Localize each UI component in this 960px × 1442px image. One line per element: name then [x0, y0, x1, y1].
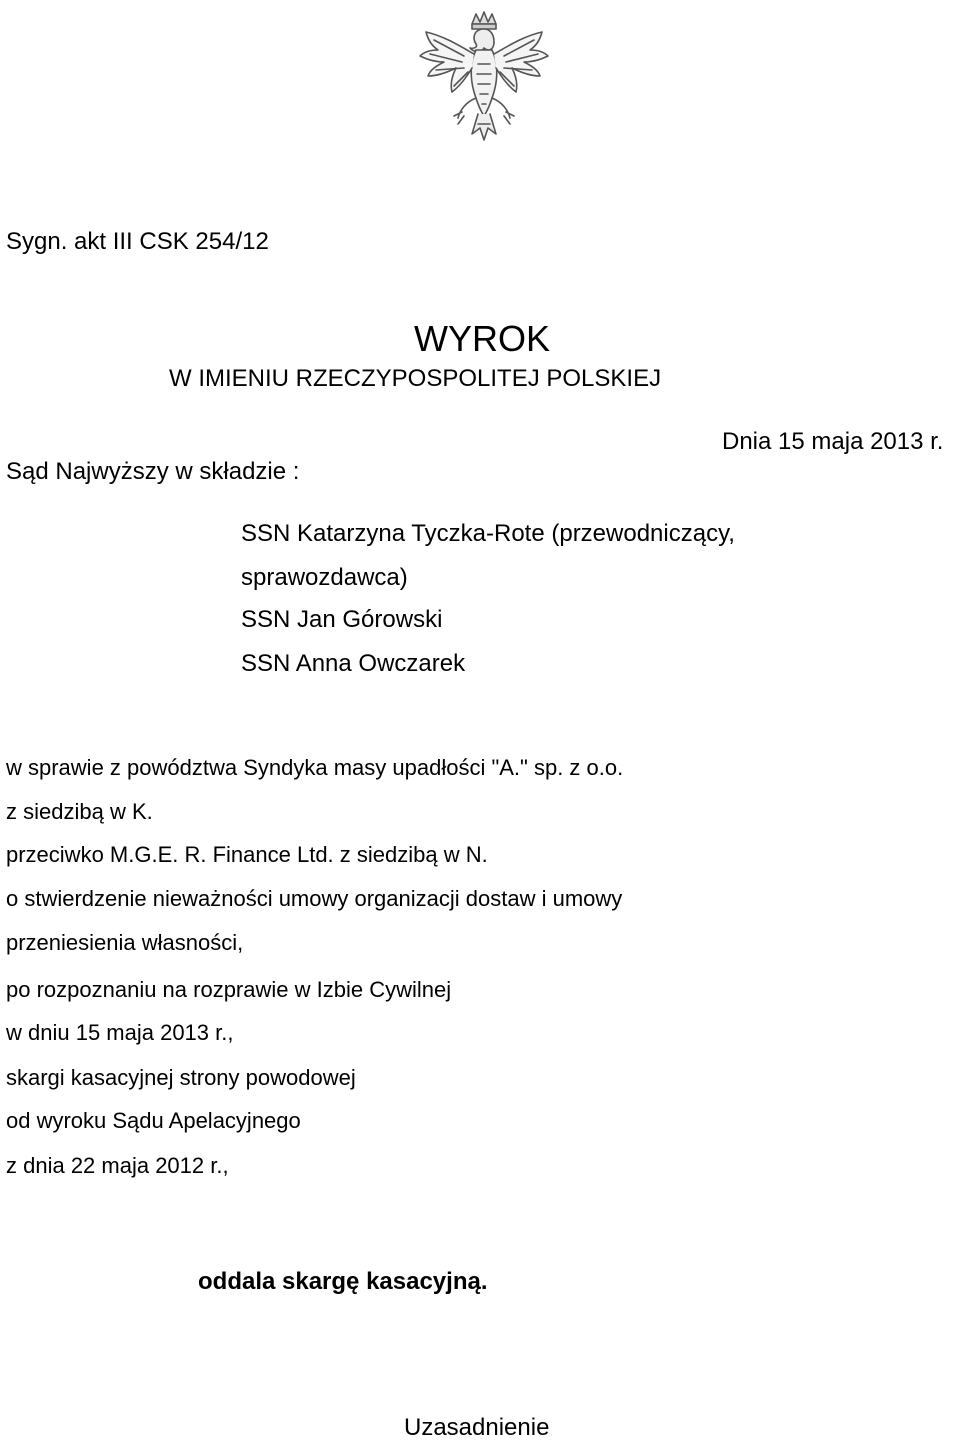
judge-presiding: SSN Katarzyna Tyczka-Rote (przewodniczący,: [241, 520, 735, 547]
case-description-line: o stwierdzenie nieważności umowy organizacji dostaw i umowy: [6, 886, 623, 911]
justification-heading: Uzasadnienie: [404, 1414, 550, 1441]
case-description-line: w sprawie z powództwa Syndyka masy upadłości "A." sp. z o.o.: [6, 755, 624, 780]
case-description-line: z siedzibą w K.: [6, 799, 153, 824]
case-description-line: po rozpoznaniu na rozprawie w Izbie Cywilnej: [6, 977, 452, 1002]
case-number: Sygn. akt III CSK 254/12: [6, 228, 269, 255]
court-composition-label: Sąd Najwyższy w składzie :: [6, 458, 300, 485]
judge-member: SSN Anna Owczarek: [241, 650, 466, 677]
case-description-line: z dnia 22 maja 2012 r.,: [6, 1153, 229, 1178]
document-title: WYROK: [413, 318, 550, 359]
case-description-line: skargi kasacyjnej strony powodowej: [6, 1065, 356, 1090]
ruling-statement: oddala skargę kasacyjną.: [198, 1268, 488, 1295]
case-description-line: w dniu 15 maja 2013 r.,: [6, 1020, 234, 1045]
case-description-line: od wyroku Sądu Apelacyjnego: [6, 1108, 301, 1133]
case-description-line: przeciwko M.G.E. R. Finance Ltd. z siedzibą w N.: [6, 842, 488, 867]
judgment-date: Dnia 15 maja 2013 r.: [722, 428, 944, 455]
judge-presiding-role: sprawozdawca): [241, 564, 408, 591]
polish-eagle-emblem-icon: [404, 6, 564, 164]
case-description-line: przeniesienia własności,: [6, 930, 244, 955]
judge-member: SSN Jan Górowski: [241, 606, 443, 633]
document-subtitle: W IMIENIU RZECZYPOSPOLITEJ POLSKIEJ: [169, 365, 662, 392]
